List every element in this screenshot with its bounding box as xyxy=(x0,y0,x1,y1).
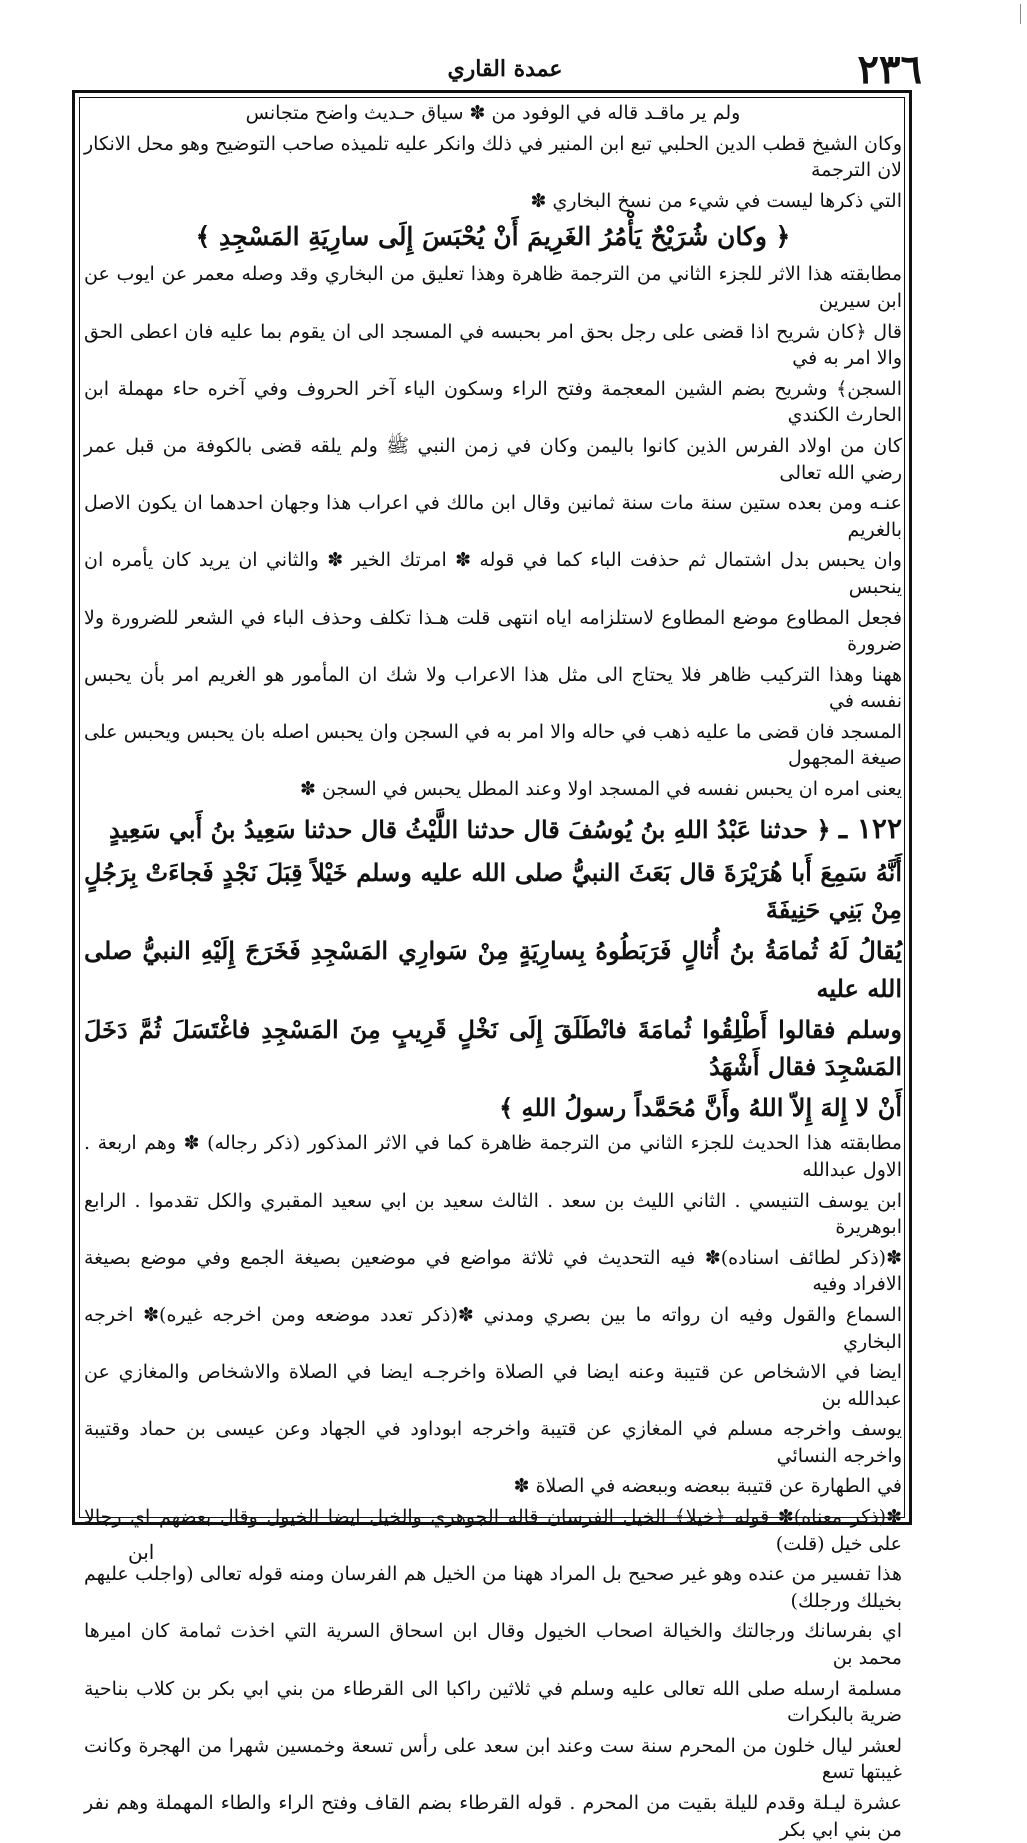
text-line: وكان الشيخ قطب الدين الحلبي تبع ابن المنير في ذلك وانكر عليه تلميذه صاحب التوضيح وهو محل الانكار لان الترجمة xyxy=(84,132,902,182)
page-number: ٢٣٦ xyxy=(857,46,922,93)
margin-mark xyxy=(1020,4,1021,24)
text-line: السجن﴾ وشريح بضم الشين المعجمة وفتح الراء وسكون الياء آخر الحروف وفي آخره حاء مهملة ابن الحارث الكندي xyxy=(84,377,902,427)
text-line: عنـه ومن بعده ستين سنة مات سنة ثمانين وقال ابن مالك في اعراب هذا وجهان احدهما ان يكون الاصل بالغريم xyxy=(84,492,902,541)
catchword: ابن xyxy=(128,1540,155,1564)
hadith-line: وسلم فقالوا أَطْلِقُوا ثُمامَةَ فانْطَلَقَ إِلَى نَخْلٍ قَرِيبٍ مِنَ المَسْجِدِ فاغْتَسَلَ ثُمَّ دَخَلَ المَسْجِدَ فقال أَشْهَدُ xyxy=(84,1014,902,1081)
text-line: اي بفرسانك ورجالتك والخيالة اصحاب الخيول وقال ابن اسحاق السرية التي اخذت ثمامة كان اميرها محمد بن xyxy=(84,1620,902,1670)
hadith-line: أَنَّهُ سَمِعَ أَبا هُرَيْرَةَ قال بَعَثَ النبيُّ صلى الله عليه وسلم خَيْلاً قِبَلَ نَجْدٍ فَجاءَتْ بِرَجُلٍ مِنْ بَنِي حَنِيفَةَ xyxy=(84,858,902,925)
text-line: ههنا وهذا التركيب ظاهر فلا يحتاج الى مثل هذا الاعراب ولا شك ان المأمور هو الغريم امر بأن يحبس نفسه في xyxy=(84,663,902,713)
paragraph-3 xyxy=(84,1130,902,1500)
text-line: ولم ير ماقـد قاله في الوفود من ✽ سياق حـديث واضح متجانس xyxy=(245,102,741,124)
section-heading: ﴿ وكان شُرَيْحٌ يَأْمُرُ الغَرِيمَ أَنْ يُحْبَسَ إِلَى سارِيَةِ المَسْجِدِ ﴾ xyxy=(195,222,791,252)
text-line: قال ﴿كان شريح اذا قضى على رجل بحق امر بحبسه في المسجد الى ان يقوم بما عليه فان اعطى الحق والا امر به في xyxy=(84,320,902,370)
text-line: ✽(ذكر معناه)✽ قوله ﴿خيلا﴾ الخيل الفرسان قاله الجوهري والخيل ايضا الخيول وقال بعضهم اي رجالا على خيل (قلت) xyxy=(84,1506,902,1555)
text-line: ✽(ذكر لطائف اسناده)✽ فيه التحديث في ثلاثة مواضع في موضعين بصيغة الجمع وفي موضع بصيغة الافراد وفيه xyxy=(84,1246,902,1296)
text-line: كان من اولاد الفرس الذين كانوا باليمن وكان في زمن النبي ﷺ ولم يلقه قضى بالكوفة من قبل عمر رضي الله تعالى xyxy=(84,434,902,484)
running-title: عمدة القاري xyxy=(447,56,563,82)
text-line: السماع والقول وفيه ان رواته ما بين بصري ومدني ✽(ذكر تعدد موضعه ومن اخرجه غيره)✽ اخرجه البخاري xyxy=(84,1303,902,1353)
text-line: في الطهارة عن قتيبة ببعضه وببعضه في الصلاة ✽ xyxy=(513,1475,902,1498)
text-line: ايضا في الاشخاص عن قتيبة وعنه ايضا في الصلاة واخرجـه ايضا في الصلاة والاشخاص والمغازي عن عبدالله بن xyxy=(84,1361,902,1410)
paragraph-1 xyxy=(84,100,902,214)
text-line: فجعل المطاوع موضع المطاوع لاستلزامه اياه انتهى قلت هـذا تكلف وحذف الباء في الشعر للضرورة ولا ضرورة xyxy=(84,606,902,656)
text-line: مسلمة ارسله صلى الله تعالى عليه وسلم في ثلاثين راكبا الى القرطاء من بني ابي بكر بن كلاب بناحية ضرية بالبكرات xyxy=(84,1677,902,1727)
text-line: مطابقته هذا الحديث للجزء الثاني من الترجمة ظاهرة كما في الاثر المذكور (ذكر رجاله) ✽ وهم اربعة . الاول عبدالله xyxy=(84,1132,902,1181)
hadith-block xyxy=(84,807,902,1127)
hadith-line: أَنْ لا إِلهَ إِلاّ اللهُ وأَنَّ مُحَمَّداً رسولُ اللهِ ﴾ xyxy=(499,1093,902,1123)
hadith-line xyxy=(84,807,902,850)
text-line: مطابقته هذا الاثر للجزء الثاني من الترجمة ظاهرة وهذا تعليق من البخاري وقد وصله معمر عن ايوب عن ابن سيرين xyxy=(84,263,902,312)
text-line: ابن يوسف التنيسي . الثاني الليث بن سعد . الثالث سعيد بن ابي سعيد المقبري والكل تقدموا . الرابع ابوهريرة xyxy=(84,1189,902,1239)
text-line: عشرة ليـلة وقدم لليلة بقيت من المحرم . قوله القرطاء بضم القاف وفتح الراء والطاء المهملة وهم نفر من بني ابي بكر xyxy=(84,1792,902,1841)
text-line: التي ذكرها ليست في شيء من نسخ البخاري ✽ xyxy=(530,189,902,212)
paragraph-2 xyxy=(84,261,902,802)
text-line: هذا تفسير من عنده وهو غير صحيح بل المراد ههنا من الخيل هم الفرسان ومنه قوله تعالى (واجلب عليهم بخيلك ورجلك) xyxy=(84,1563,902,1612)
text-line: لعشر ليال خلون من المحرم سنة ست وعند ابن سعد على رأس تسعة وخمسين شهرا من الهجرة وكانت غيبتها تسع xyxy=(84,1734,902,1784)
page-header xyxy=(100,46,922,93)
paragraph-4 xyxy=(84,1504,902,1843)
hadith-line: يُقالُ لَهُ ثُمامَةُ بنُ أُثالٍ فَرَبَطُوهُ بِسارِيَةٍ مِنْ سَوارِي المَسْجِدِ فَخَرَجَ إِلَيْهِ النبيُّ صلى الله عليه xyxy=(84,936,902,1003)
text-line: يوسف واخرجه مسلم في المغازي عن قتيبة واخرجه ابوداود في الجهاد وعن عيسى بن حماد وقتيبة واخرجه النسائي xyxy=(84,1418,902,1467)
hadith-number: ١٢٢ ـ xyxy=(838,811,902,845)
page-content xyxy=(84,100,902,1841)
text-line: المسجد فان قضى ما عليه ذهب في حاله والا امر به في السجن وان يحبس اصله بان يحبس ويحبس على صيغة المجهول xyxy=(84,720,902,770)
text-line: وان يحبس بدل اشتمال ثم حذفت الباء كما في قوله ✽ امرتك الخير ✽ والثاني ان يريد كان يأمره ان ينحبس xyxy=(84,549,902,598)
hadith-text: ﴿ حدثنا عَبْدُ اللهِ بنُ يُوسُفَ قال حدثنا اللَّيْثُ قال حدثنا سَعِيدُ بنُ أَبي سَعِيدٍ xyxy=(109,814,831,844)
text-line: يعنى امره ان يحبس نفسه في المسجد اولا وعند المطل يحبس في السجن ✽ xyxy=(300,778,902,801)
